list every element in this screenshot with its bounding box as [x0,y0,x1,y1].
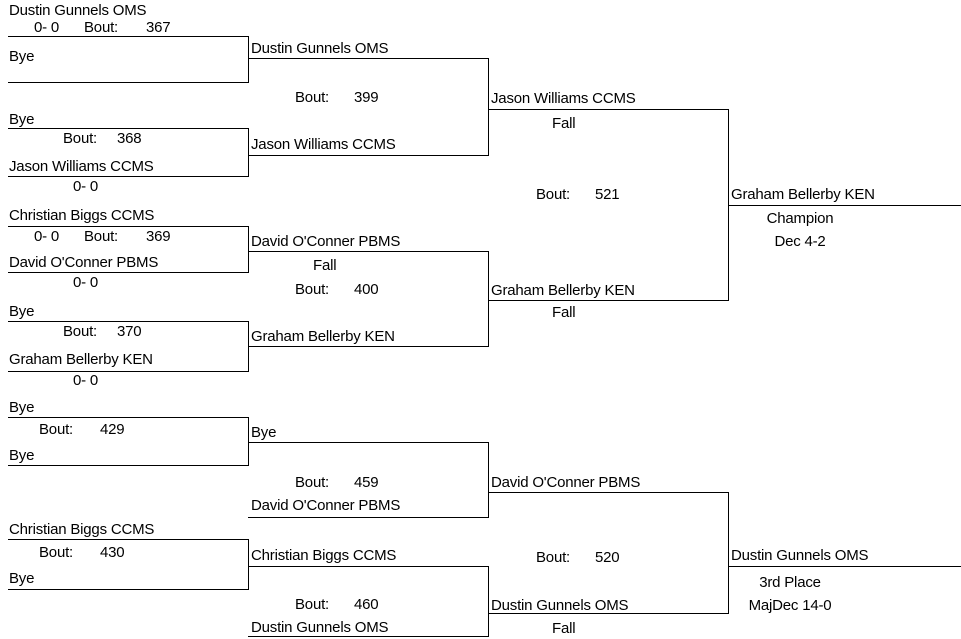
bout-label: Bout: [63,323,98,340]
bout-label: Bout: [295,474,330,491]
wrestler-name: Graham Bellerby KEN [251,328,395,345]
bracket-line-bout-521 [488,110,729,301]
match-result: Fall [552,304,576,321]
wrestler-name: Dustin Gunnels OMS [9,2,147,19]
wrestler-name: Jason Williams CCMS [251,136,396,153]
win-loss-record: 0- 0 [73,274,99,291]
wrestler-name: David O'Conner PBMS [491,474,641,491]
wrestler-name: Graham Bellerby KEN [491,282,635,299]
wrestler-name: Graham Bellerby KEN [9,351,153,368]
wrestler-name: Christian Biggs CCMS [9,521,155,538]
match-result: Fall [313,257,337,274]
bout-number: 399 [354,89,379,106]
bout-label: Bout: [63,130,98,147]
wrestler-name: Jason Williams CCMS [491,90,636,107]
wrestler-name: Bye [9,399,35,416]
match-result: Fall [552,115,576,132]
bout-label: Bout: [84,19,119,36]
bout-number: 521 [595,186,620,203]
wrestler-name: Christian Biggs CCMS [251,547,397,564]
wrestler-name: David O'Conner PBMS [251,233,401,250]
bout-label: Bout: [295,281,330,298]
bout-number: 400 [354,281,379,298]
bout-number: 369 [146,228,171,245]
bout-label: Bout: [39,544,74,561]
bout-label: Bout: [39,421,74,438]
wrestler-name: Jason Williams CCMS [9,158,154,175]
bout-label: Bout: [536,549,571,566]
bout-number: 367 [146,19,171,36]
bout-label: Bout: [295,596,330,613]
bout-number: 429 [100,421,125,438]
bout-label: Bout: [295,89,330,106]
win-loss-record: 0- 0 [34,19,60,36]
wrestler-name: David O'Conner PBMS [9,254,159,271]
win-loss-record: 0- 0 [34,228,60,245]
bout-label: Bout: [84,228,119,245]
wrestler-name: Christian Biggs CCMS [9,207,155,224]
bout-label: Bout: [536,186,571,203]
wrestler-name: Dustin Gunnels OMS [491,597,629,614]
champion-place: Champion [766,210,834,227]
wrestler-name: Bye [9,48,35,65]
bout-number: 370 [117,323,142,340]
wrestler-name: Bye [251,424,277,441]
bout-number: 459 [354,474,379,491]
win-loss-record: 0- 0 [73,178,99,195]
bracket-line-bout-367 [8,37,249,83]
wrestler-name: Bye [9,111,35,128]
match-result: Fall [552,620,576,637]
third-place-name: Dustin Gunnels OMS [731,547,869,564]
wrestler-name: Dustin Gunnels OMS [251,40,389,57]
third-place-label: 3rd Place [759,574,821,591]
wrestler-name: Dustin Gunnels OMS [251,619,389,636]
wrestler-name: Bye [9,570,35,587]
win-loss-record: 0- 0 [73,372,99,389]
bout-number: 430 [100,544,125,561]
third-place-result: MajDec 14-0 [748,597,832,614]
bout-number: 460 [354,596,379,613]
wrestler-name: Bye [9,303,35,320]
wrestler-name: Bye [9,447,35,464]
bout-number: 368 [117,130,142,147]
bout-number: 520 [595,549,620,566]
wrestler-name: David O'Conner PBMS [251,497,401,514]
champion-name: Graham Bellerby KEN [731,186,875,203]
champion-result: Dec 4-2 [774,233,826,250]
